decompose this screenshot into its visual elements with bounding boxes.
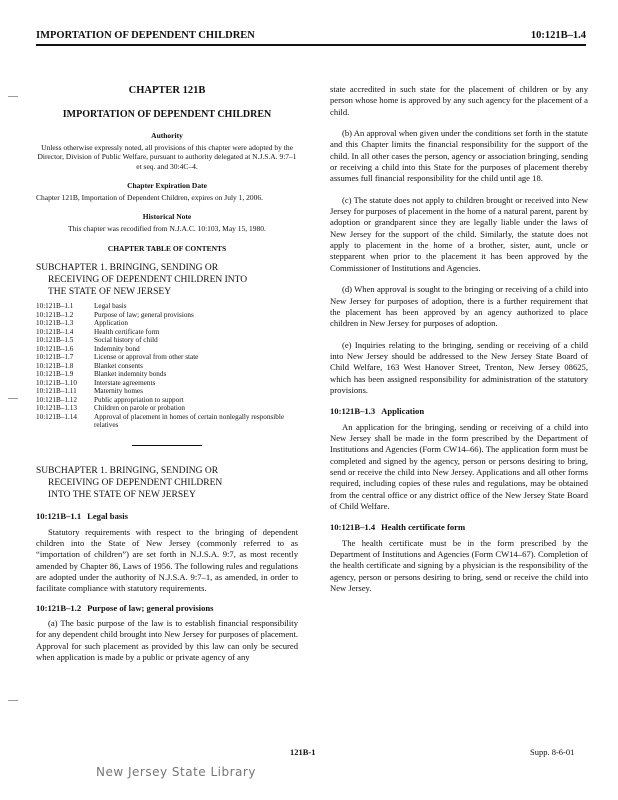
supplement-date: Supp. 8-6-01: [530, 747, 575, 757]
toc-entry: 10:121B–1.1 Legal basis: [36, 302, 127, 311]
toc-entry: 10:121B–1.9 Blanket indemnity bonds: [36, 370, 167, 379]
toc-entry: 10:121B–1.13 Children on parole or probation: [36, 404, 186, 413]
chapter-number: CHAPTER 121B: [128, 85, 206, 96]
paragraph-continued: state accredited in such state for the placement of children or by any person whose home is approved by any such agency for the placement of a child.: [330, 84, 588, 117]
page-number: 121B-1: [290, 747, 316, 757]
table-of-contents: [36, 302, 298, 429]
toc-subchapter-line: RECEIVING OF DEPENDENT CHILDREN INTO: [48, 275, 248, 286]
toc-heading: CHAPTER TABLE OF CONTENTS: [107, 243, 227, 253]
historical-heading: Historical Note: [142, 212, 192, 222]
toc-subchapter-line: THE STATE OF NEW JERSEY: [48, 286, 172, 297]
expiration-heading: Chapter Expiration Date: [127, 181, 207, 191]
toc-entry: 10:121B–1.10 Interstate agreements: [36, 378, 156, 387]
historical-text: This chapter was recodified from N.J.A.C. 10:103, May 15, 1980.: [68, 224, 266, 234]
toc-subchapter-heading: [36, 263, 298, 298]
toc-entry: 10:121B–1.5 Social history of child: [36, 336, 158, 345]
section-heading-1-4: 10:121B–1.4 Health certificate form: [330, 522, 466, 533]
section-heading-1-2: 10:121B–1.2 Purpose of law; general provisions: [36, 602, 214, 613]
subchapter-line: SUBCHAPTER 1. BRINGING, SENDING OR: [36, 466, 219, 477]
left-column: [36, 84, 298, 663]
subchapter-heading: [36, 466, 298, 501]
running-header: [36, 28, 586, 46]
paragraph-d: (d) When approval is sought to the bringing or receiving of a child into New Jersey for purposes of adoption, there is a further requirement that the placement has been approved by an agency authorized to place children in New Jersey for purposes of adoption.: [330, 284, 588, 329]
scan-mark: [8, 398, 18, 399]
toc-entry: 10:121B–1.2 Purpose of law; general provisions: [36, 310, 194, 319]
toc-entry: 10:121B–1.3 Application: [36, 319, 128, 328]
subchapter-line: RECEIVING OF DEPENDENT CHILDREN: [48, 478, 223, 489]
toc-entry: 10:121B–1.11 Maternity homes: [36, 387, 143, 396]
chapter-title: IMPORTATION OF DEPENDENT CHILDREN: [62, 108, 272, 120]
right-column: [330, 84, 588, 604]
authority-text: Unless otherwise expressly noted, all provisions of this chapter were adopted by the Director, Division of Public Welfare, pursuant to authority delegated at N.J.S.A. 9:7–1 et seq. and 30:4C–4.: [37, 142, 297, 171]
toc-entry: 10:121B–1.12 Public appropriation to support: [36, 395, 184, 404]
toc-entry: 10:121B–1.6 Indemnity bond: [36, 344, 140, 353]
paragraph-c: (c) The statute does not apply to children brought or received into New Jersey for purposes of placement in the home of a natural parent, parent by adoption or grandparent since they are legally liable under the laws of New Jersey for the support of the child. Similarly, the statute does not apply to placement in the home of a brother, sister, aunt, uncle or stepparent when prior to the placement it has been approved by the Commissioner of Institutions and Agencies.: [330, 194, 588, 273]
paragraph-b: (b) An approval when given under the conditions set forth in the statute and this Chapter limits the financial responsibility for the support of the child. In all other cases the person, agency or association bringing, sending or receiving a child into this State for the purposes of placement thereby assumes full financial responsibility for the child until age 18.: [330, 128, 588, 184]
scan-mark: [8, 96, 18, 97]
header-title: IMPORTATION OF DEPENDENT CHILDREN: [36, 30, 255, 41]
section-heading-1-3: 10:121B–1.3 Application: [330, 406, 425, 417]
paragraph-e: (e) Inquiries relating to the bringing, sending or receiving of a child into New Jersey should be addressed to the New Jersey State Board of Child Welfare, 163 West Hanover Street, Trenton, New Jersey 08625, which has been assigned responsibility for administration of the statutory provisions.: [330, 339, 588, 395]
section-divider: [132, 445, 202, 446]
scan-mark: [8, 700, 18, 701]
section-1-2-text: (a) The basic purpose of the law is to establish financial responsibility for any dependent child brought into New Jersey for purposes of placement. Approval for such placement as provided by this law can only be secured when application is made by a public or private agency of any: [36, 617, 298, 662]
expiration-text: Chapter 121B, Importation of Dependent Children, expires on July 1, 2006.: [36, 192, 264, 202]
toc-subchapter-line: SUBCHAPTER 1. BRINGING, SENDING OR: [36, 263, 219, 274]
section-1-1-text: Statutory requirements with respect to the bringing of dependent children into the State of New Jersey (commonly referred to as “importation of children”) are set forth in N.J.S.A. 9:7, as most recently amended by Chapter 86, Laws of 1956. The following rules and regulations are adopted under the authority of N.J.S.A. 9:7–1, as amended, in order to facilitate compliance with statutory requirements.: [36, 526, 298, 594]
subchapter-line: INTO THE STATE OF NEW JERSEY: [48, 489, 196, 500]
header-citation: 10:121B–1.4: [530, 30, 586, 41]
toc-entry: 10:121B–1.4 Health certificate form: [36, 327, 160, 336]
library-stamp: New Jersey State Library: [96, 765, 256, 779]
section-1-3-text: An application for the bringing, sending or receiving of a child into New Jersey shall be made in the form prescribed by the Department of Institutions and Agencies (Form CW14–66). The application form must be completed and signed by the agency, person or persons desiring to bring, send or receive the child into New Jersey. Applications and all other forms required, including copies of these rules and regulations, may be obtained from the central office or any district office of the New Jersey State Board of Child Welfare.: [330, 421, 588, 511]
authority-heading: Authority: [151, 131, 183, 141]
toc-entry: 10:121B–1.14 Approval of placement in homes of certain nonlegally responsible relatives: [36, 412, 285, 429]
toc-entry: 10:121B–1.8 Blanket consents: [36, 361, 143, 370]
section-1-4-text: The health certificate must be in the form prescribed by the Department of Institutions and Agencies (Form CW14–67). Completion of the health certificate and signing by a physician is the responsibility of the agency, person or persons desiring to bring, send or receive the child into New Jersey.: [330, 537, 588, 594]
section-heading-1-1: 10:121B–1.1 Legal basis: [36, 511, 128, 522]
toc-entry: 10:121B–1.7 License or approval from other state: [36, 353, 199, 362]
